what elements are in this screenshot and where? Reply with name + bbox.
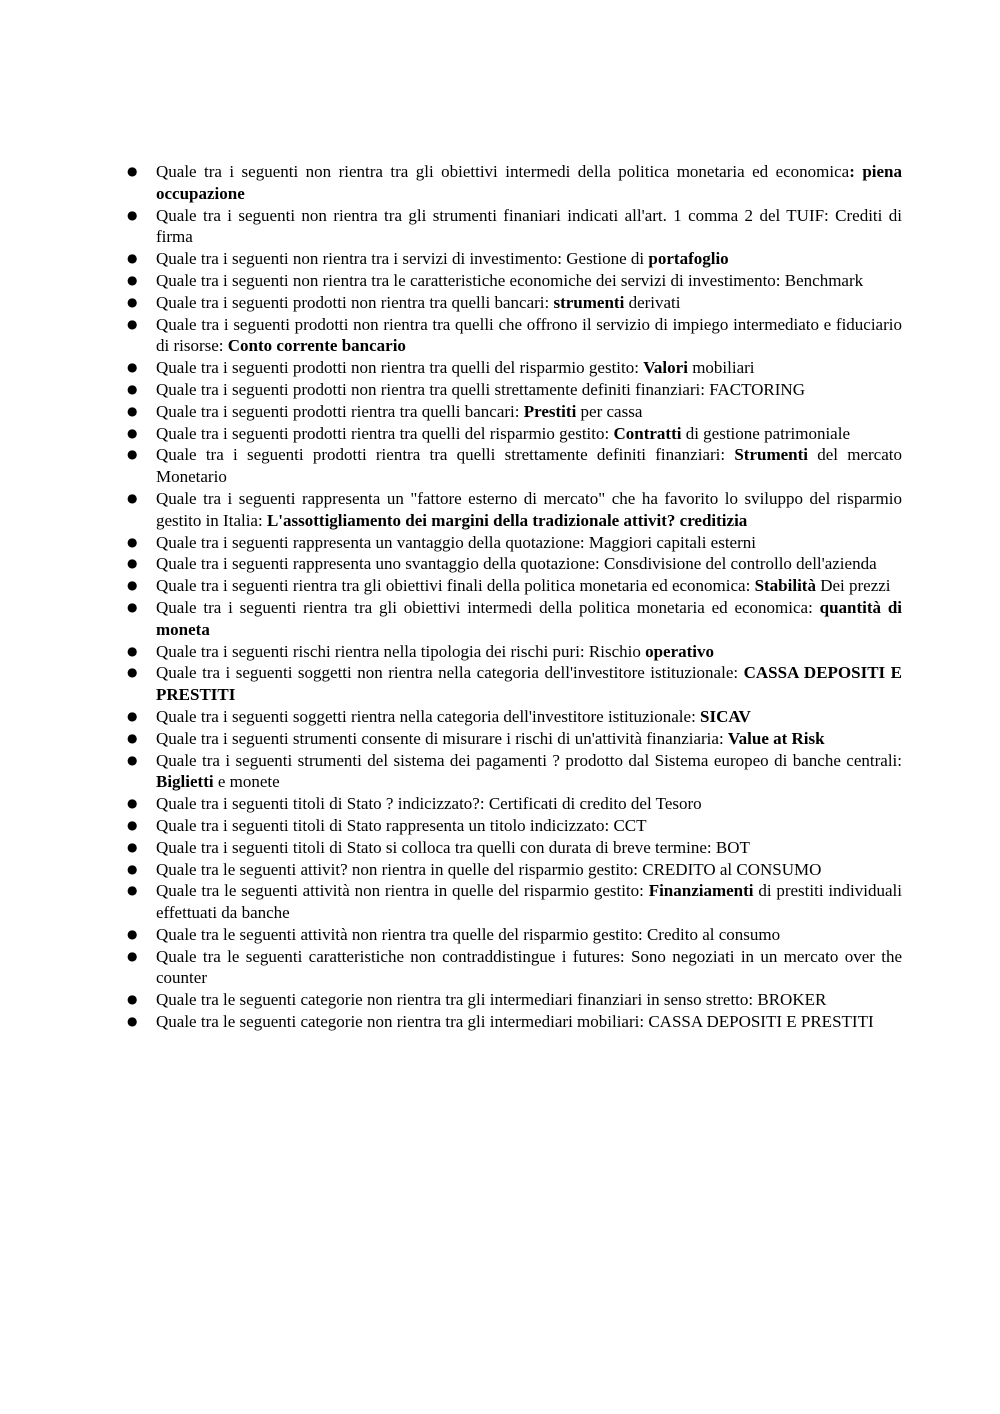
item-text: Quale tra le seguenti attività non rientra in quelle del risparmio gestito:: [156, 881, 649, 901]
list-item: [127, 357, 902, 379]
bullet-icon: ●: [127, 730, 138, 745]
answer-text-bold: quantità di moneta: [156, 597, 903, 639]
answer-text-bold: strumenti: [553, 292, 625, 312]
list-item: [127, 641, 902, 663]
item-text: Quale tra i seguenti prodotti rientra tra quelli del risparmio gestito:: [156, 423, 614, 443]
bullet-icon: ●: [127, 599, 138, 614]
list-item: [127, 488, 902, 532]
list-item: [127, 706, 902, 728]
bullet-icon: ●: [127, 403, 138, 418]
list-item: [127, 553, 902, 575]
list-item: [127, 728, 902, 750]
item-text: Quale tra i seguenti strumenti del sistema dei pagamenti ? prodotto dal Sistema europeo di banche centrali:: [156, 750, 902, 770]
answer-text-bold: CASSA DEPOSITI E PRESTITI: [156, 663, 903, 705]
bullet-icon: ●: [127, 272, 138, 287]
answer-text-bold: Finanziamenti: [648, 881, 754, 901]
item-text: del mercato Monetario: [156, 445, 902, 487]
item-text: Quale tra le seguenti categorie non rientra tra gli intermediari mobiliari: CASSA DEPOSITI E PRESTITI: [156, 1012, 874, 1032]
list-item: [127, 532, 902, 554]
item-text: di gestione patrimoniale: [681, 423, 850, 443]
answer-text-bold: portafoglio: [648, 249, 729, 269]
bullet-icon: ●: [127, 447, 138, 462]
item-text: Quale tra i seguenti rientra tra gli obiettivi intermedi della politica monetaria ed economica:: [156, 597, 820, 617]
item-text: Quale tra i seguenti prodotti non rientra tra quelli bancari:: [156, 292, 554, 312]
bullet-icon: ●: [127, 861, 138, 876]
bullet-icon: ●: [127, 381, 138, 396]
item-text: Quale tra i seguenti non rientra tra gli obiettivi intermedi della politica monetaria ed economica: [156, 162, 850, 181]
bullet-icon: ●: [127, 883, 138, 898]
item-text: Quale tra i seguenti non rientra tra gli strumenti finaniari indicati all'art. 1 comma 2 del TUIF: Crediti di firma: [156, 205, 902, 247]
list-item: [127, 401, 902, 423]
item-text: derivati: [624, 292, 681, 312]
item-text: Quale tra i seguenti rappresenta un vantaggio della quotazione: Maggiori capitali esterni: [156, 532, 756, 552]
bullet-icon: ●: [127, 316, 138, 331]
bullet-icon: ●: [127, 164, 138, 178]
answer-text-bold: Biglietti: [156, 772, 214, 792]
item-text: Quale tra i seguenti prodotti non rientra tra quelli strettamente definiti finanziari: FACTORING: [156, 379, 805, 399]
item-text: Quale tra i seguenti rappresenta un "fattore esterno di mercato" che ha favorito lo sviluppo del risparmio gestito in Italia:: [156, 488, 902, 530]
answer-text-bold: Strumenti: [734, 445, 809, 465]
item-text: Quale tra i seguenti prodotti rientra tra quelli strettamente definiti finanziari:: [156, 445, 735, 465]
item-text: Quale tra i seguenti prodotti non rientra tra quelli del risparmio gestito:: [156, 358, 644, 378]
bullet-icon: ●: [127, 643, 138, 658]
item-text: di prestiti individuali effettuati da banche: [156, 881, 902, 923]
bullet-icon: ●: [127, 948, 138, 963]
list-item: [127, 444, 902, 488]
answer-text-bold: : piena occupazione: [156, 162, 902, 203]
item-text: Quale tra i seguenti non rientra tra le caratteristiche economiche dei servizi di investimento: Benchmark: [156, 270, 864, 290]
answer-text-bold: Prestiti: [523, 401, 577, 421]
list-item: [127, 793, 902, 815]
item-text: Quale tra i seguenti rischi rientra nella tipologia dei rischi puri: Rischio: [156, 641, 646, 661]
list-item: [127, 859, 902, 881]
list-item: [127, 815, 902, 837]
item-text: Quale tra i seguenti titoli di Stato si colloca tra quelli con durata di breve termine: BOT: [156, 837, 750, 857]
list-item: [127, 750, 902, 794]
item-text: mobiliari: [687, 358, 755, 378]
list-item: [127, 597, 903, 641]
bullet-icon: ●: [127, 839, 138, 854]
list-item: [127, 946, 902, 990]
item-text: Quale tra i seguenti titoli di Stato rappresenta un titolo indicizzato: CCT: [156, 815, 647, 835]
list-item: [127, 662, 903, 706]
item-text: Quale tra i seguenti strumenti consente di misurare i rischi di un'attività finanziaria:: [156, 728, 728, 748]
answer-text-bold: Stabilità: [754, 576, 816, 596]
item-text: Quale tra le seguenti caratteristiche non contraddistingue i futures: Sono negoziati in un mercato over the counter: [156, 946, 902, 988]
item-text: Quale tra le seguenti attività non rientra tra quelle del risparmio gestito: Credito al consumo: [156, 924, 781, 944]
bullet-icon: ●: [127, 251, 138, 266]
bullet-icon: ●: [127, 1014, 138, 1029]
item-text: Dei prezzi: [815, 576, 891, 596]
bullet-icon: ●: [127, 425, 138, 440]
item-text: e monete: [213, 772, 280, 792]
bullet-icon: ●: [127, 207, 138, 222]
bullet-icon: ●: [127, 294, 138, 309]
list-item: [127, 989, 902, 1011]
answer-text-bold: Value at Risk: [727, 728, 825, 748]
bullet-icon: ●: [127, 926, 138, 941]
list-item: [127, 205, 902, 249]
bullet-icon: ●: [127, 534, 138, 549]
item-text: Quale tra i seguenti soggetti rientra nella categoria dell'investitore istituzionale:: [156, 706, 701, 726]
bullet-icon: ●: [127, 360, 138, 375]
question-answer-list: [127, 161, 903, 1033]
item-text: Quale tra i seguenti soggetti non rientra nella categoria dell'investitore istituzionale:: [156, 663, 744, 683]
item-text: Quale tra i seguenti non rientra tra i servizi di investimento: Gestione di: [156, 249, 649, 269]
answer-text-bold: SICAV: [700, 706, 751, 726]
bullet-icon: ●: [127, 556, 138, 571]
item-text: Quale tra i seguenti rappresenta uno svantaggio della quotazione: Consdivisione del controllo dell'azienda: [156, 554, 877, 574]
bullet-icon: ●: [127, 796, 138, 811]
list-item: [127, 423, 902, 445]
item-text: Quale tra i seguenti rientra tra gli obiettivi finali della politica monetaria ed economica:: [156, 576, 755, 596]
bullet-icon: ●: [127, 752, 138, 767]
list-item: [127, 314, 902, 358]
item-text: Quale tra i seguenti prodotti non rientra tra quelli che offrono il servizio di impiego intermediato e fiduciario di risorse:: [156, 314, 902, 356]
answer-text-bold: Conto corrente bancario: [227, 336, 406, 356]
bullet-icon: ●: [127, 578, 138, 593]
list-item: [127, 575, 902, 597]
item-text: Quale tra i seguenti titoli di Stato ? indicizzato?: Certificati di credito del Tesoro: [156, 794, 702, 814]
bullet-icon: ●: [127, 992, 138, 1007]
list-item: [127, 837, 902, 859]
list-item: [127, 292, 902, 314]
list-item: [127, 161, 902, 205]
list-item: [127, 1011, 902, 1033]
answer-text-bold: Valori: [643, 358, 688, 378]
list-item: [127, 270, 902, 292]
list-item: [127, 924, 902, 946]
bullet-icon: ●: [127, 490, 138, 505]
item-text: Quale tra le seguenti attivit? non rientra in quelle del risparmio gestito: CREDITO al CONSUMO: [156, 859, 822, 879]
item-text: Quale tra i seguenti prodotti rientra tra quelli bancari:: [156, 401, 524, 421]
bullet-icon: ●: [127, 817, 138, 832]
item-text: per cassa: [576, 401, 643, 421]
list-item: [127, 248, 902, 270]
list-item: [127, 379, 902, 401]
answer-text-bold: L'assottigliamento dei margini della tradizionale attivit? creditizia: [266, 510, 748, 530]
bullet-icon: ●: [127, 708, 138, 723]
answer-text-bold: operativo: [645, 641, 715, 661]
item-text: Quale tra le seguenti categorie non rientra tra gli intermediari finanziari in senso stretto: BROKER: [156, 990, 827, 1010]
bullet-icon: ●: [127, 665, 138, 680]
list-item: [127, 880, 902, 924]
answer-text-bold: Contratti: [613, 423, 682, 443]
